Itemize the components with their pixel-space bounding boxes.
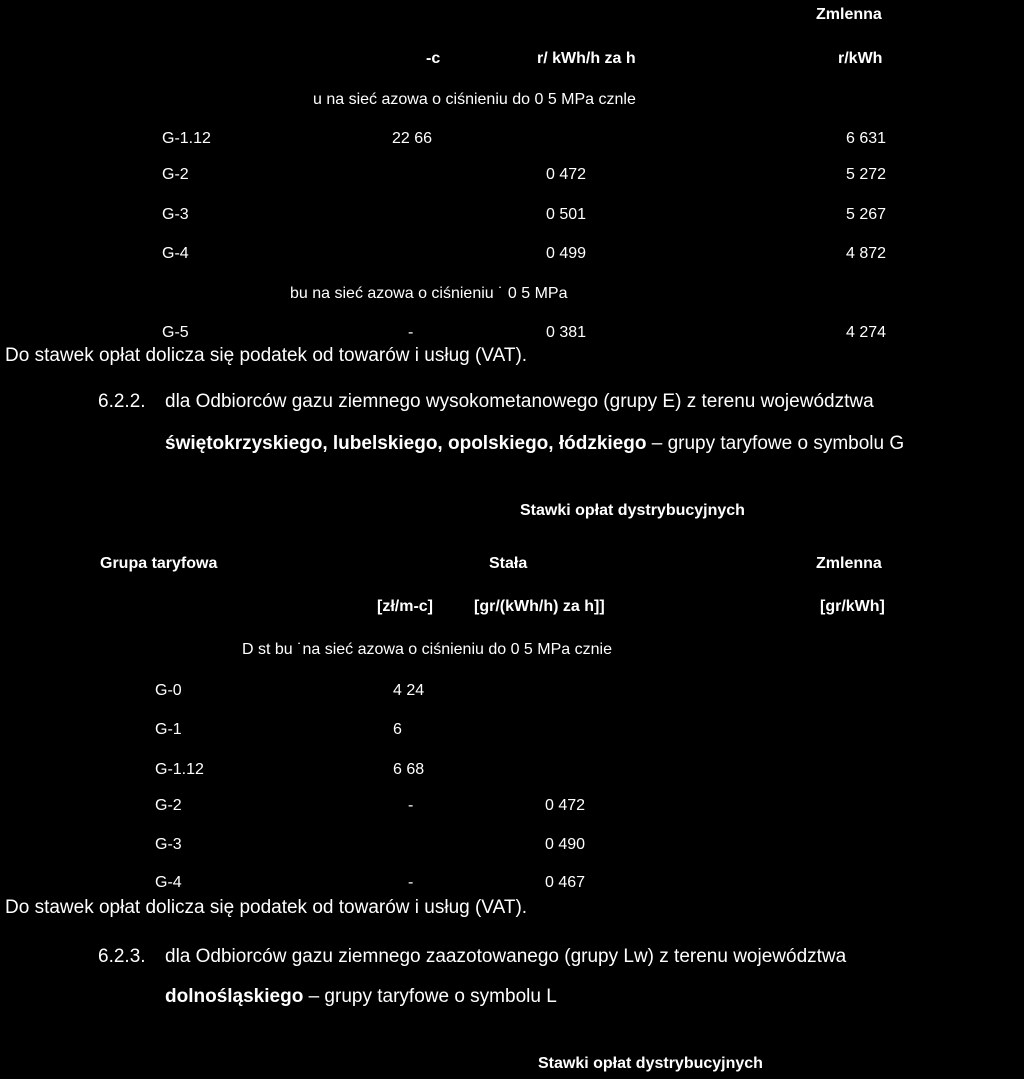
- table2-header-group: Grupa taryfowa: [100, 555, 218, 572]
- table2-group-cell: G-1: [155, 721, 182, 738]
- table2-capacity-cell: 0 490: [545, 836, 586, 853]
- section-623-line1: dla Odbiorców gazu ziemnego zaazotowanego (grupy Lw) z terenu województwa: [165, 946, 847, 967]
- table1-unit-variable: r/kWh: [838, 50, 883, 67]
- table2-vat-note: Do stawek opłat dolicza się podatek od towarów i usług (VAT).: [5, 897, 528, 918]
- table1-section-b-heading: bu na sieć azowa o ciśnieniu ˙ 0 5 MPa: [290, 285, 568, 302]
- table3-title: Stawki opłat dystrybucyjnych: [538, 1055, 763, 1072]
- table2-header-variable: Zmlenna: [816, 555, 882, 572]
- section-622-line1: dla Odbiorców gazu ziemnego wysokometanowego (grupy E) z terenu województwa: [165, 391, 874, 412]
- section-622-line2-rest: – grupy taryfowe o symbolu G: [646, 433, 905, 454]
- table2-fixed-cell: 6: [393, 721, 402, 738]
- table1-variable-cell: 4 872: [846, 245, 887, 262]
- table2-header-fixed: Stała: [489, 555, 528, 572]
- table2-fixed-cell: -: [408, 874, 414, 891]
- table1-group-cell: G-2: [162, 166, 189, 183]
- section-622-line2: [165, 433, 904, 455]
- table1-section-a-heading: u na sieć azowa o ciśnieniu do 0 5 MPa cznle: [313, 91, 636, 108]
- table2-group-cell: G-0: [155, 682, 182, 699]
- table1-unit-fixed: -c: [426, 50, 441, 67]
- section-623-line2-rest: – grupy taryfowe o symbolu L: [303, 986, 557, 1007]
- table1-fixed-cell: -: [408, 324, 414, 341]
- table1-fixed-cell: 22 66: [392, 130, 433, 147]
- section-623-number: 6.2.3.: [98, 946, 146, 967]
- table2-unit-capacity: [gr/(kWh/h) za h]]: [474, 598, 605, 615]
- table2-group-cell: G-3: [155, 836, 182, 853]
- table1-capacity-cell: 0 381: [546, 324, 587, 341]
- table1-vat-note: Do stawek opłat dolicza się podatek od towarów i usług (VAT).: [5, 345, 528, 366]
- table2-capacity-cell: 0 467: [545, 874, 586, 891]
- table1-capacity-cell: 0 501: [546, 206, 587, 223]
- table2-group-cell: G-2: [155, 797, 182, 814]
- section-623-line2: [165, 986, 557, 1008]
- table1-variable-cell: 5 272: [846, 166, 887, 183]
- table1-variable-cell: 4 274: [846, 324, 887, 341]
- table1-header-variable: Zmlenna: [816, 6, 882, 23]
- section-623-region: dolnośląskiego: [165, 986, 304, 1007]
- table1-variable-cell: 6 631: [846, 130, 887, 147]
- table1-group-cell: G-3: [162, 206, 189, 223]
- table1-capacity-cell: 0 499: [546, 245, 587, 262]
- table2-unit-fixed: [zł/m-c]: [377, 598, 433, 615]
- table1-capacity-cell: 0 472: [546, 166, 587, 183]
- table2-fixed-cell: -: [408, 797, 414, 814]
- table2-capacity-cell: 0 472: [545, 797, 586, 814]
- table2-section-heading: D st bu ˙na sieć azowa o ciśnieniu do 0 5 MPa cznie: [242, 641, 612, 658]
- table2-group-cell: G-4: [155, 874, 182, 891]
- table1-variable-cell: 5 267: [846, 206, 887, 223]
- table1-group-cell: G-5: [162, 324, 189, 341]
- table1-group-cell: G-1.12: [162, 130, 211, 147]
- table2-unit-variable: [gr/kWh]: [820, 598, 885, 615]
- table2-fixed-cell: 6 68: [393, 761, 425, 778]
- table1-unit-capacity: r/ kWh/h za h: [537, 50, 636, 67]
- table2-group-cell: G-1.12: [155, 761, 204, 778]
- section-622-number: 6.2.2.: [98, 391, 146, 412]
- table2-title: Stawki opłat dystrybucyjnych: [520, 502, 745, 519]
- section-622-regions: świętokrzyskiego, lubelskiego, opolskiego, łódzkiego: [165, 433, 647, 454]
- table2-fixed-cell: 4 24: [393, 682, 425, 699]
- table1-group-cell: G-4: [162, 245, 189, 262]
